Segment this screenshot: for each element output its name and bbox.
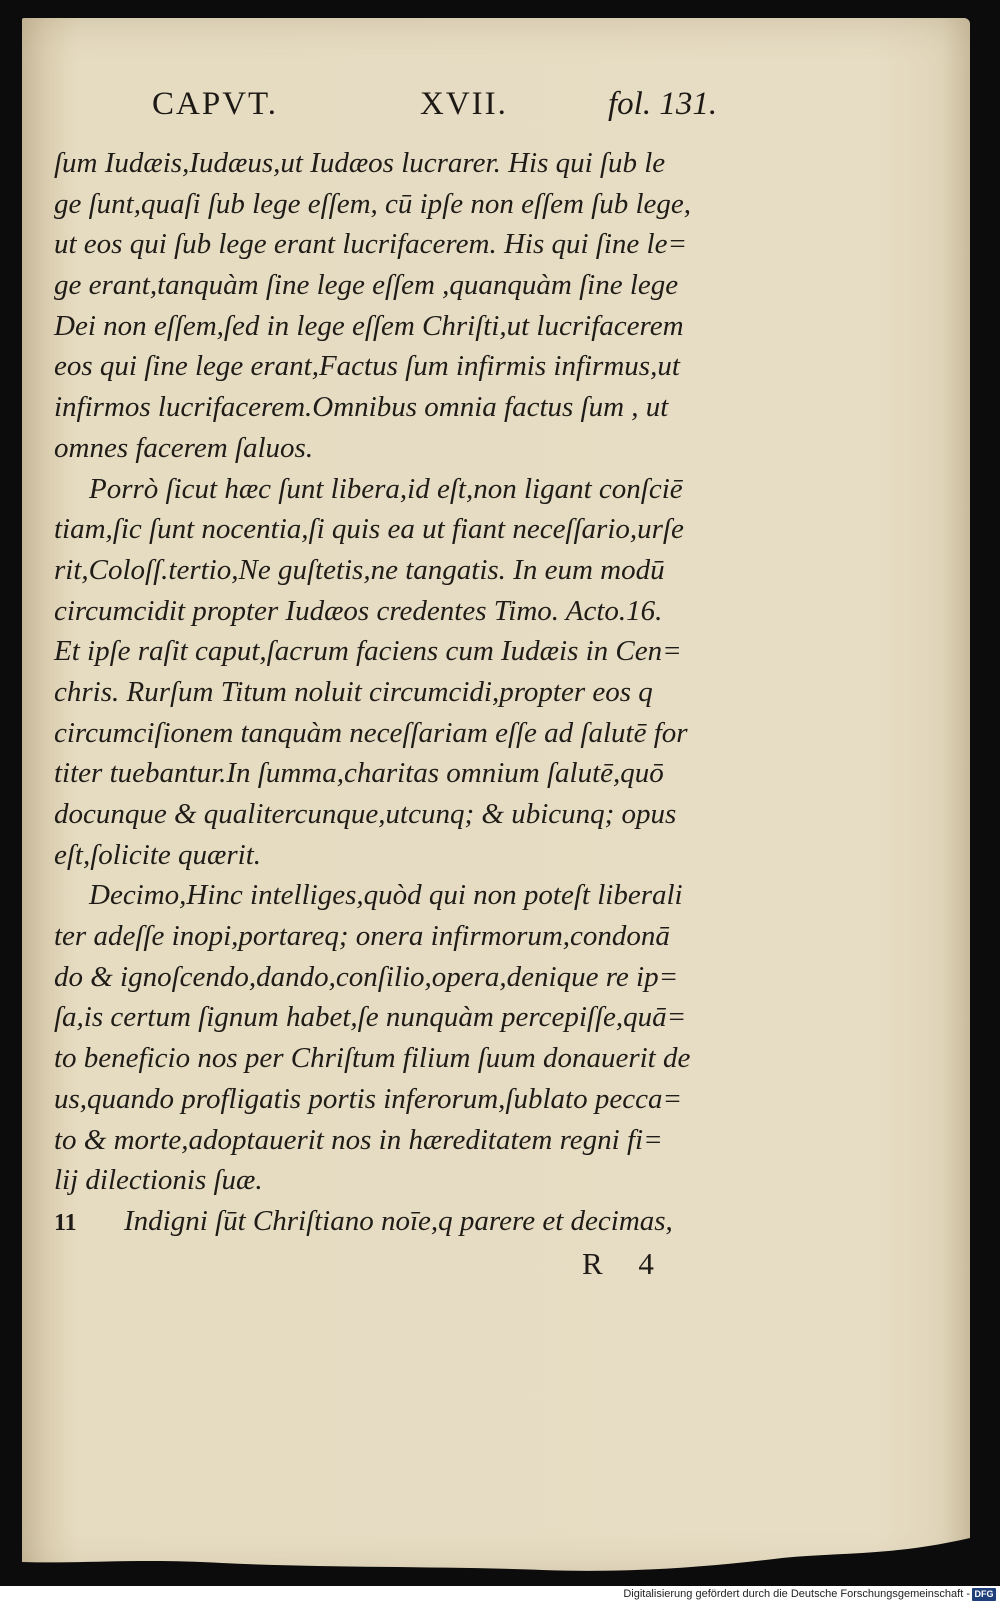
text-line: lij dilectionis ſuæ. [54, 1164, 263, 1197]
text-line: to & morte,adoptauerit nos in hæreditatem regni fi= [54, 1123, 663, 1156]
credit-text: Digitalisierung gefördert durch die Deutsche Forschungsgemeinschaft - [623, 1588, 970, 1600]
text-line: titer tuebantur.In ſumma,charitas omnium ſalutē,quō [54, 757, 664, 790]
signature-mark: R 4 [582, 1246, 668, 1281]
text-line: Porrò ſicut hæc ſunt libera,id eſt,non ligant conſciē [89, 472, 683, 505]
page-header [152, 86, 752, 136]
text-line: ter adeſſe inopi,portareq; onera infirmorum,condonā [54, 920, 670, 953]
text-line: docunque & qualitercunque,utcunq; & ubicunq; opus [54, 798, 677, 830]
marginal-number: 11 [54, 1209, 77, 1236]
text-line: Decimo,Hinc intelliges,quòd qui non poteſt liberali [89, 879, 683, 912]
book-page [22, 18, 970, 1576]
text-line: do & ignoſcendo,dando,conſilio,opera,denique re ip= [54, 960, 679, 993]
running-title: CAPVT. [152, 86, 278, 122]
text-line: chris. Rurſum Titum noluit circumcidi,propter eos q [54, 675, 653, 708]
text-line: to beneficio nos per Chriſtum filium ſuum donauerit de [54, 1042, 691, 1075]
text-line: ſum Iudæis,Iudæus,ut Iudæos lucrarer. His qui ſub le [54, 147, 666, 179]
text-line: omnes facerem ſaluos. [54, 431, 314, 464]
text-line: Et ipſe raſit caput,ſacrum faciens cum Iudæis in Cen= [54, 635, 682, 668]
text-line: ge ſunt,quaſi ſub lege eſſem, cū ipſe non eſſem ſub lege, [54, 187, 692, 220]
text-line: infirmos lucrifacerem.Omnibus omnia factus ſum , ut [54, 391, 669, 424]
text-line: rit,Coloſſ.tertio,Ne guſtetis,ne tangatis. In eum modū [54, 553, 665, 586]
text-line: circumciſionem tanquàm neceſſariam eſſe ad ſalutē for [54, 716, 688, 749]
text-line [54, 1201, 754, 1242]
text-line: circumcidit propter Iudæos credentes Timo. Acto.16. [54, 594, 663, 627]
body-text [54, 143, 754, 1242]
page-bottom-edge [22, 1518, 970, 1578]
text-line: ſa,is certum ſignum habet,ſe nunquàm percepiſſe,quā= [54, 1001, 687, 1034]
text-line: us,quando profligatis portis inferorum,ſublato pecca= [54, 1082, 683, 1115]
digitization-credit [0, 1586, 1000, 1603]
text-line: Dei non eſſem,ſed in lege eſſem Chriſti,ut lucrifacerem [54, 309, 684, 342]
text-line: tiam,ſic ſunt nocentia,ſi quis ea ut fiant neceſſario,urſe [54, 513, 684, 546]
text-line: eſt,ſolicite quærit. [54, 838, 262, 871]
folio-number: fol. 131. [608, 86, 718, 122]
text-line: eos qui ſine lege erant,Factus ſum infirmis infirmus,ut [54, 350, 680, 383]
text-line: ge erant,tanquàm ſine lege eſſem ,quanquàm ſine lege [54, 269, 679, 302]
chapter-number: XVII. [420, 86, 508, 122]
text-line-content: Indigni ſūt Chriſtiano noīe,q parere et decimas, [124, 1204, 673, 1237]
dfg-logo: DFG [972, 1588, 996, 1601]
text-line: ut eos qui ſub lege erant lucrifacerem. His qui ſine le= [54, 228, 688, 261]
